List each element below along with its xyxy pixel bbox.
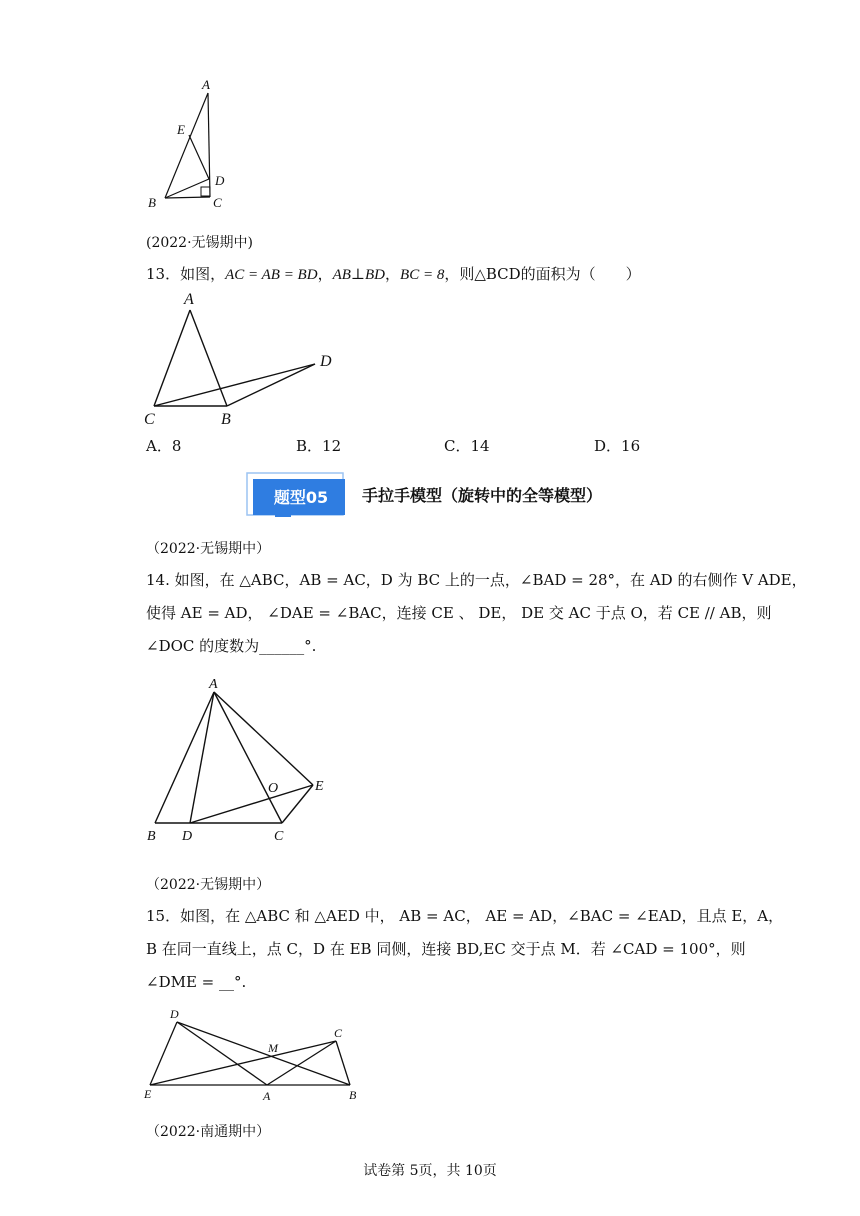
q14-line2: 使得 AE = AD， ∠DAE = ∠BAC，连接 CE 、 DE， DE 交 AC 于点 O，若 CE // AB，则 [146, 604, 772, 622]
fig14-label-e: E [315, 779, 324, 794]
badge-text: 题型05 [273, 488, 329, 507]
fig12-line-ac [208, 93, 210, 197]
fig15-line-ed [150, 1022, 177, 1085]
next-source: （2022·南通期中） [146, 1124, 271, 1140]
figure-q13 [140, 286, 350, 431]
q13-stem [146, 264, 641, 285]
fig14-label-b: B [147, 829, 156, 844]
fig14-line-ae [214, 692, 313, 785]
fig15-label-e: E [144, 1087, 152, 1101]
fig13-line-cd [154, 364, 315, 406]
fig15-line-cb [336, 1041, 350, 1085]
fig15-label-c: C [334, 1026, 343, 1040]
q12-source: (2022·无锡期中) [146, 235, 254, 251]
q13-cond3: BC = 8 [400, 267, 445, 283]
q13-option-d[interactable]: D．16 [594, 437, 641, 455]
fig13-line-bd [227, 364, 315, 406]
fig15-label-m: M [268, 1041, 278, 1055]
fig13-label-a: A [184, 291, 194, 308]
q13-option-b[interactable]: B．12 [296, 437, 342, 455]
fig15-label-d: D [170, 1007, 179, 1021]
fig12-label-e: E [177, 122, 185, 137]
q15-source: （2022·无锡期中） [146, 877, 271, 893]
fig13-line-ac [154, 310, 190, 406]
q15-line1: 15．如图，在 △ABC 和 △AED 中， AB = AC， AE = AD，∠BAC = ∠EAD，且点 E，A， [146, 907, 784, 925]
q13-num: 13．如图， [146, 265, 226, 283]
q13-cond1: AC = AB = BD [225, 267, 318, 283]
fig15-line-db [177, 1022, 350, 1085]
q14-source: （2022·无锡期中） [146, 541, 271, 557]
fig14-label-d: D [182, 829, 193, 844]
q13-tail: ，则△BCD的面积为（ ） [444, 265, 641, 283]
figure-q15 [140, 1004, 370, 1104]
page-footer: 试卷第 5页，共 10页 [363, 1163, 497, 1179]
q13-cond2: AB⊥BD [332, 267, 386, 283]
q13-sep1: ， [317, 265, 333, 283]
section-title: 手拉手模型（旋转中的全等模型） [362, 486, 603, 505]
q13-option-a[interactable]: A．8 [146, 437, 182, 455]
fig14-label-c: C [274, 829, 284, 844]
fig13-label-d: D [320, 353, 332, 370]
fig14-line-ab [155, 692, 214, 823]
fig12-label-b: B [148, 195, 156, 210]
fig14-line-ad [190, 692, 214, 823]
figure-q14 [140, 672, 340, 847]
q14-line3: ∠DOC 的度数为______°. [146, 637, 317, 655]
badge-tab [275, 513, 291, 517]
q14-line1: 14. 如图，在 △ABC，AB = AC，D 为 BC 上的一点，∠BAD = 28°，在 AD 的右侧作 V ADE， [146, 571, 807, 589]
fig12-label-d: D [215, 173, 225, 188]
section-badge [245, 471, 345, 517]
fig15-label-a: A [263, 1089, 271, 1103]
fig14-line-ac [214, 692, 282, 823]
fig12-label-c: C [213, 195, 222, 210]
fig13-label-b: B [221, 411, 231, 428]
fig12-label-a: A [202, 77, 210, 92]
fig15-label-b: B [349, 1088, 357, 1102]
q15-line2: B 在同一直线上，点 C，D 在 EB 同侧，连接 BD,EC 交于点 M．若 ∠CAD = 100°，则 [146, 940, 746, 958]
fig14-line-de [190, 785, 313, 823]
fig14-line-ce [282, 785, 313, 823]
fig14-label-o: O [268, 781, 279, 796]
fig13-label-c: C [144, 411, 155, 428]
q15-line3: ∠DME = __°. [146, 973, 247, 991]
fig12-right-angle-mark [201, 187, 210, 196]
fig12-line-ed [189, 135, 209, 179]
fig12-line-bc [165, 197, 210, 198]
fig14-label-a: A [209, 677, 218, 692]
q13-option-c[interactable]: C．14 [444, 437, 490, 455]
q13-sep2: ， [385, 265, 401, 283]
fig15-line-ec [150, 1041, 336, 1085]
figure-q12 [140, 75, 240, 215]
